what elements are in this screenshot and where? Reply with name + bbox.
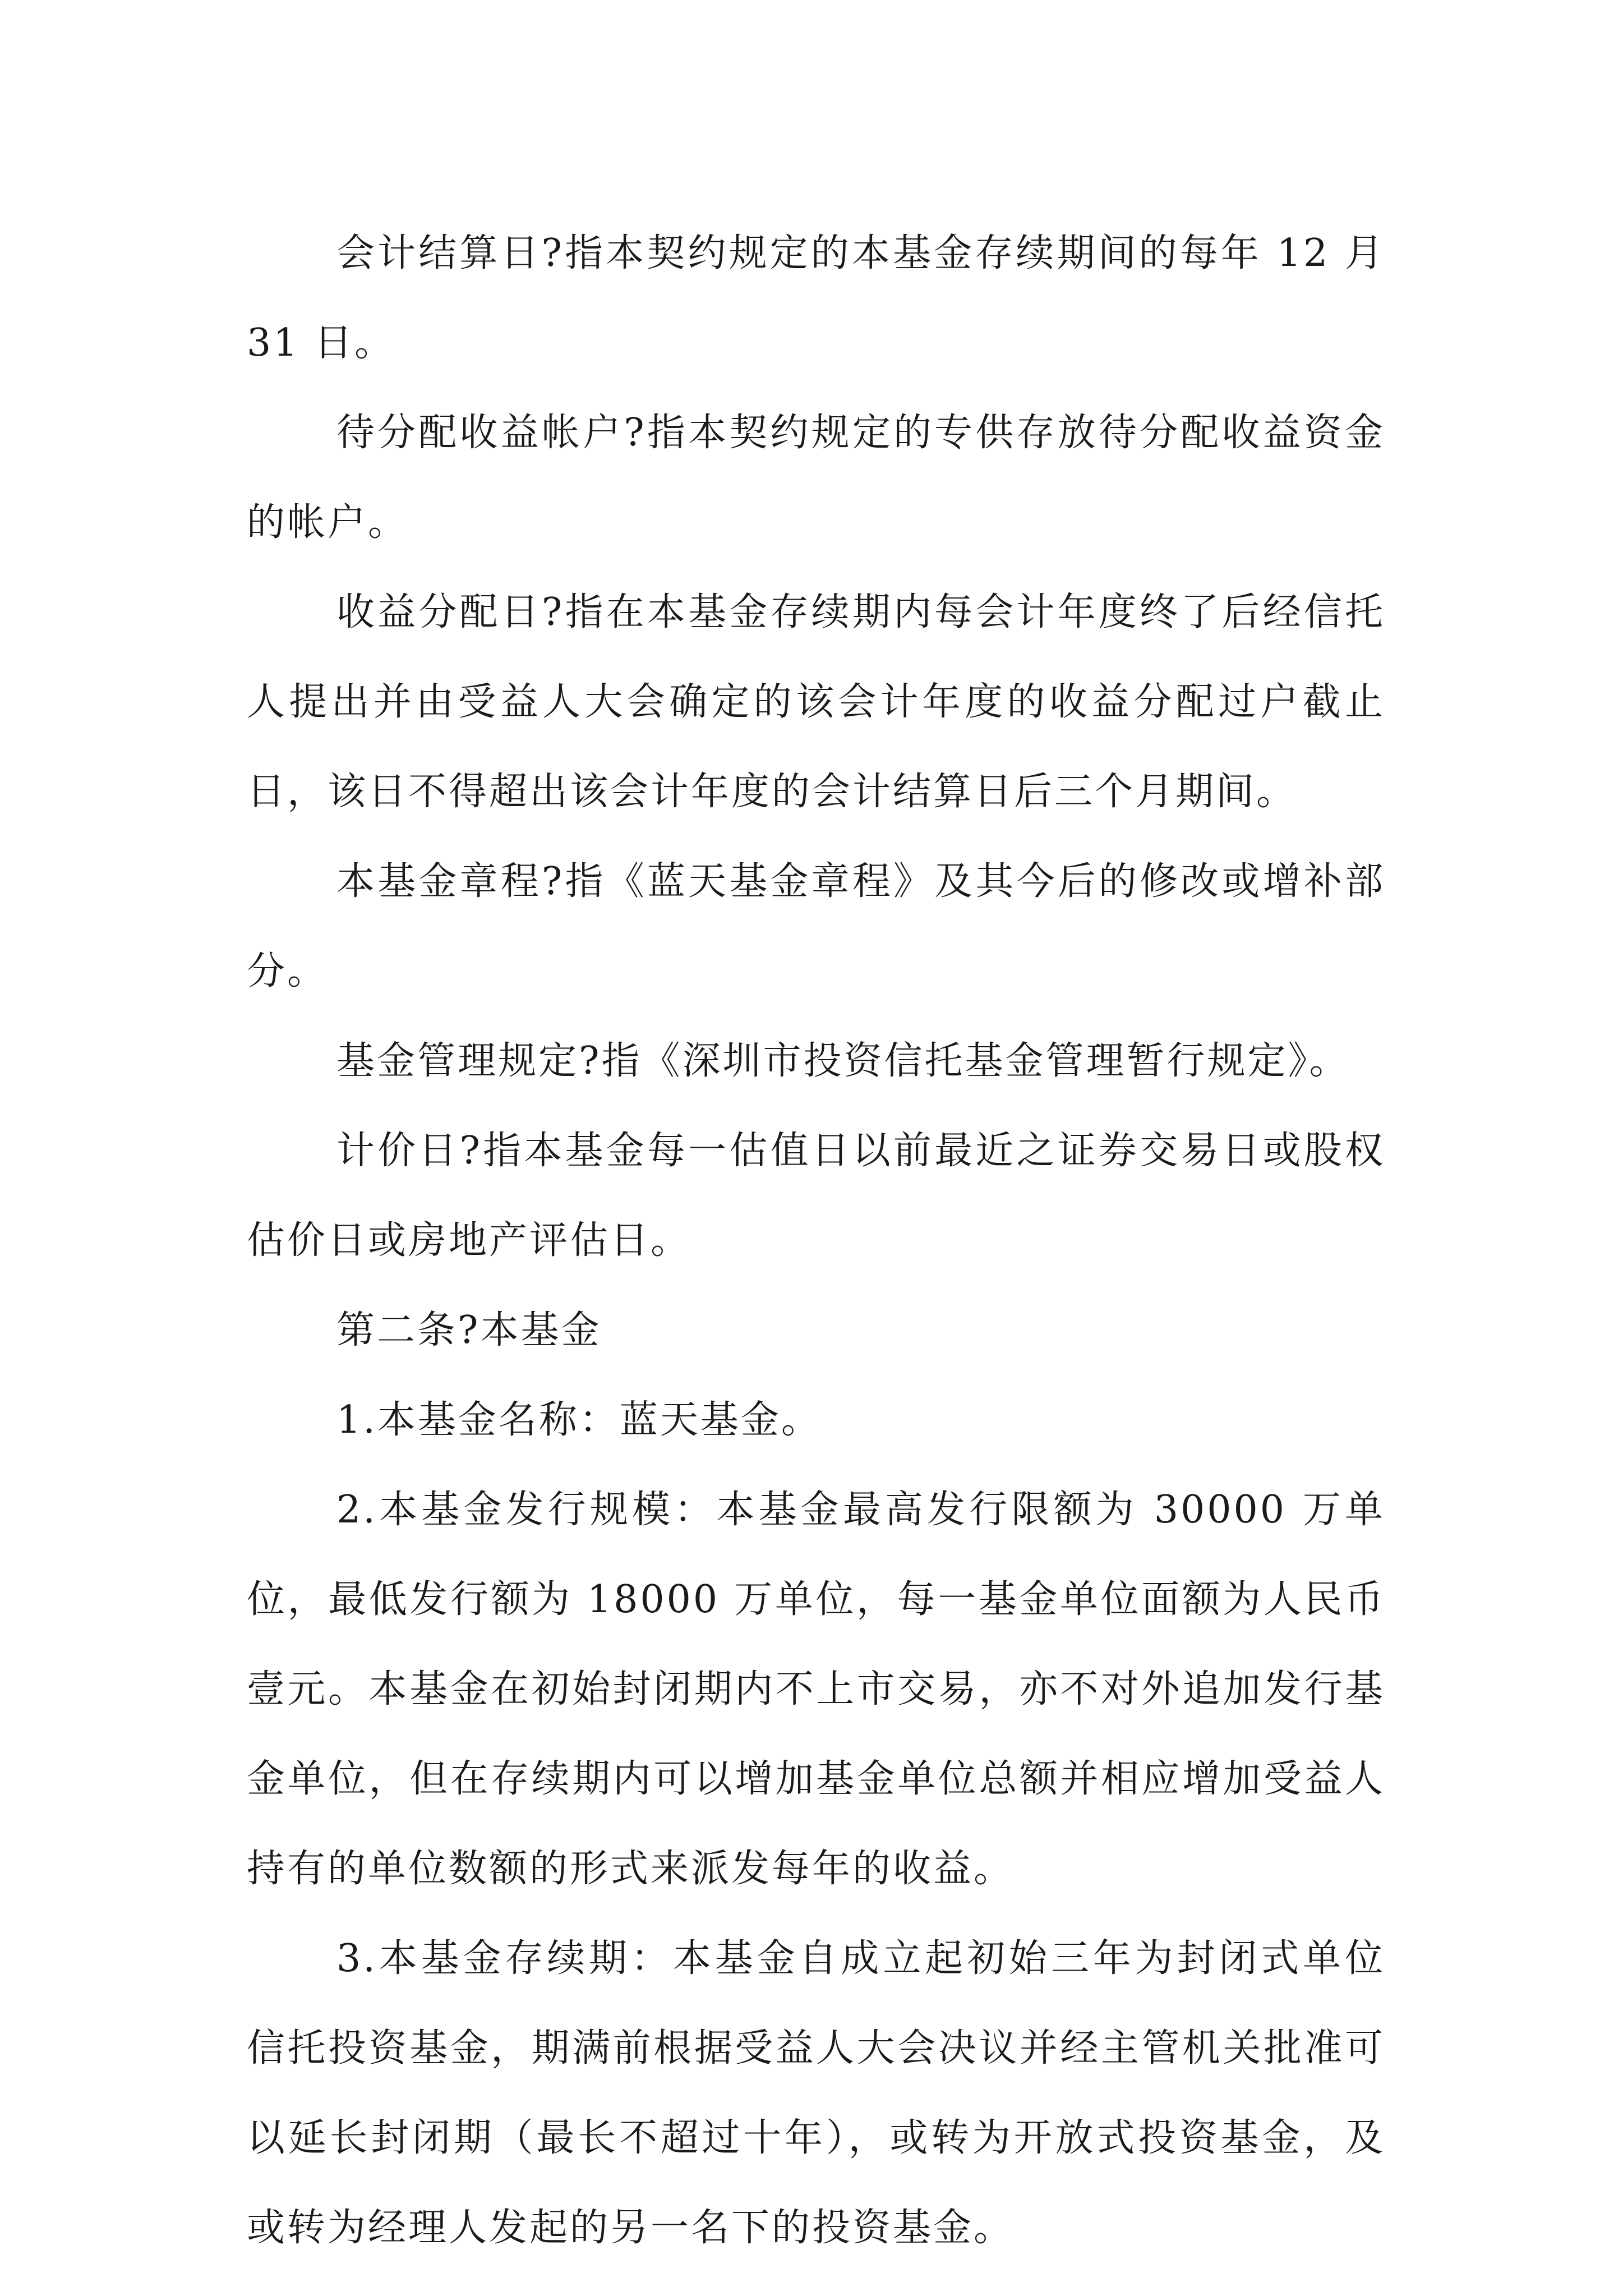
paragraph-fund-name: 1.本基金名称：蓝天基金。 bbox=[336, 1398, 822, 1442]
paragraph-fund-management-rules: 基金管理规定?指《深圳市投资信托基金管理暂行规定》。 bbox=[336, 1039, 1350, 1083]
paragraph-pricing-date: 计价日?指本基金每一估值日以前最近之证券交易日或股权估价日或房地产评估日。 bbox=[247, 1129, 1385, 1263]
paragraph-accounting-settlement-date: 会计结算日?指本契约规定的本基金存续期间的每年 12 月 31 日。 bbox=[247, 231, 1385, 365]
document-body bbox=[247, 209, 1385, 2273]
paragraph-distribution-date: 收益分配日?指在本基金存续期内每会计年度终了后经信托人提出并由受益人大会确定的该会计年度的收益分配过户截止日，该日不得超出该会计年度的会计结算日后三个月期间。 bbox=[247, 590, 1385, 814]
paragraph-duration: 3.本基金存续期：本基金自成立起初始三年为封闭式单位信托投资基金，期满前根据受益人大会决议并经主管机关批准可以延长封闭期（最长不超过十年），或转为开放式投资基金，及或转为经理人发起的另一名下的投资基金。 bbox=[247, 1936, 1385, 2250]
paragraph-fund-charter: 本基金章程?指《蓝天基金章程》及其今后的修改或增补部分。 bbox=[247, 859, 1385, 993]
paragraph-issue-scale: 2.本基金发行规模：本基金最高发行限额为 30000 万单位，最低发行额为 18000 万单位，每一基金单位面额为人民币壹元。本基金在初始封闭期内不上市交易，亦不对外追加发行基金单位，但在存续期内可以增加基金单位总额并相应增加受益人持有的单位数额的形式来派发每年的收益。 bbox=[247, 1488, 1385, 1891]
paragraph-pending-distribution-account: 待分配收益帐户?指本契约规定的专供存放待分配收益资金的帐户。 bbox=[247, 411, 1385, 545]
section-heading-article-two: 第二条?本基金 bbox=[336, 1308, 602, 1352]
